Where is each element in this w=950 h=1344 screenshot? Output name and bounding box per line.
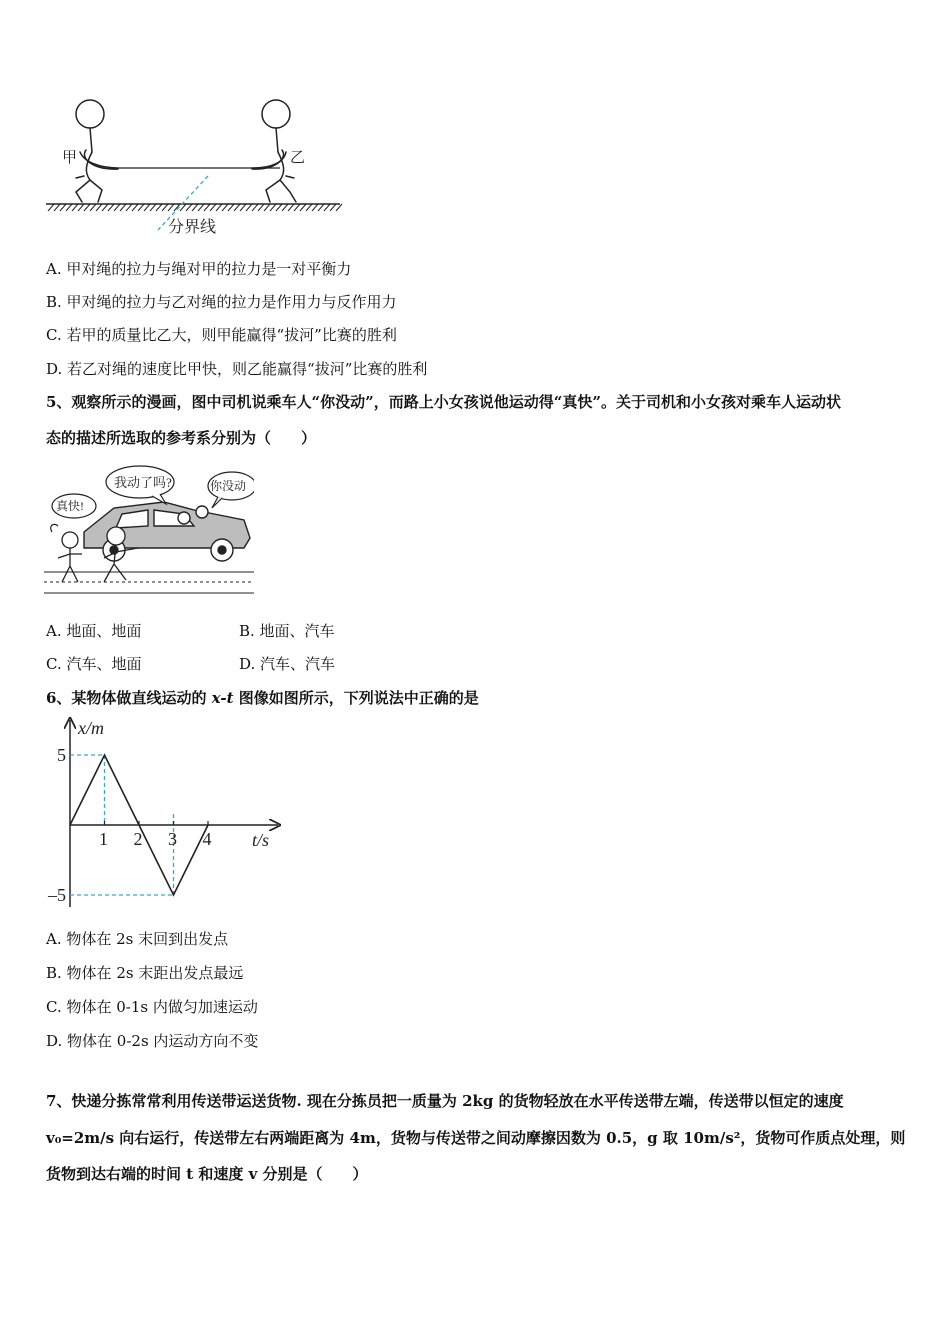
tug-of-war-figure [40,92,350,242]
bubble-girl-text: 真快! [56,499,84,513]
tug-option-d: D. 若乙对绳的速度比甲快，则乙能赢得“拔河”比赛的胜利 [46,360,428,378]
person-jia [76,100,118,202]
q5-option-c: C. 汽车、地面 [46,655,142,673]
q5-stem-line1: 5、观察所示的漫画，图中司机说乘车人“你没动”，而路上小女孩说他运动得“真快”。关于司机和小女孩对乘车人运动状 [46,393,841,411]
x-axis-label: t/s [252,830,270,850]
q7-stem-line1: 7、快递分拣常常利用传送带运送货物. 现在分拣员把一质量为 2kg 的货物轻放在水平传送带左端，传送带以恒定的速度 [46,1092,844,1110]
y-tick-neg5: –5 [48,885,66,905]
q5-option-b: B. 地面、汽车 [239,622,335,640]
q7-stem-line2: v₀=2m/s 向右运行，传送带左右两端距离为 4m，货物与传送带之间动摩擦因数为 0.5，g 取 10m/s²，货物可作质点处理，则 [46,1129,906,1147]
q6-option-b: B. 物体在 2s 末距出发点最远 [46,964,244,982]
q5-cartoon [44,462,254,596]
x-tick-1: 1 [99,829,108,849]
x-tick-3: 3 [168,829,177,849]
xt-graph [40,712,290,912]
x-tick-4: 4 [202,829,212,849]
label-jia: 甲 [62,150,78,166]
tug-option-a: A. 甲对绳的拉力与绳对甲的拉力是一对平衡力 [46,260,352,278]
y-axis-label: x/m [78,718,104,738]
q5-stem-line2: 态的描述所选取的参考系分别为（ ） [46,429,317,447]
q6-option-c: C. 物体在 0-1s 内做匀加速运动 [46,998,258,1016]
q6-stem-suffix: 图像如图所示，下列说法中正确的是 [233,689,479,707]
q6-stem [46,688,479,708]
q5-option-d: D. 汽车、汽车 [239,655,336,673]
tug-option-c: C. 若甲的质量比乙大，则甲能赢得“拔河”比赛的胜利 [46,326,397,344]
bubble-passenger-text: 我动了吗? [114,475,172,490]
bubble-driver-text: 你没动 [210,479,247,493]
q6-option-a: A. 物体在 2s 末回到出发点 [46,930,229,948]
x-tick-2: 2 [133,829,143,849]
q6-stem-prefix: 6、某物体做直线运动的 [46,689,212,707]
q6-option-d: D. 物体在 0-2s 内运动方向不变 [46,1032,259,1050]
tug-option-b: B. 甲对绳的拉力与乙对绳的拉力是作用力与反作用力 [46,293,397,311]
label-boundary: 分界线 [168,219,217,236]
label-yi: 乙 [290,150,306,166]
q6-stem-var: x-t [211,689,234,707]
q7-stem-line3: 货物到达右端的时间 t 和速度 v 分别是（ ） [46,1165,368,1183]
q5-option-a: A. 地面、地面 [46,622,142,640]
y-tick-5: 5 [57,745,66,765]
